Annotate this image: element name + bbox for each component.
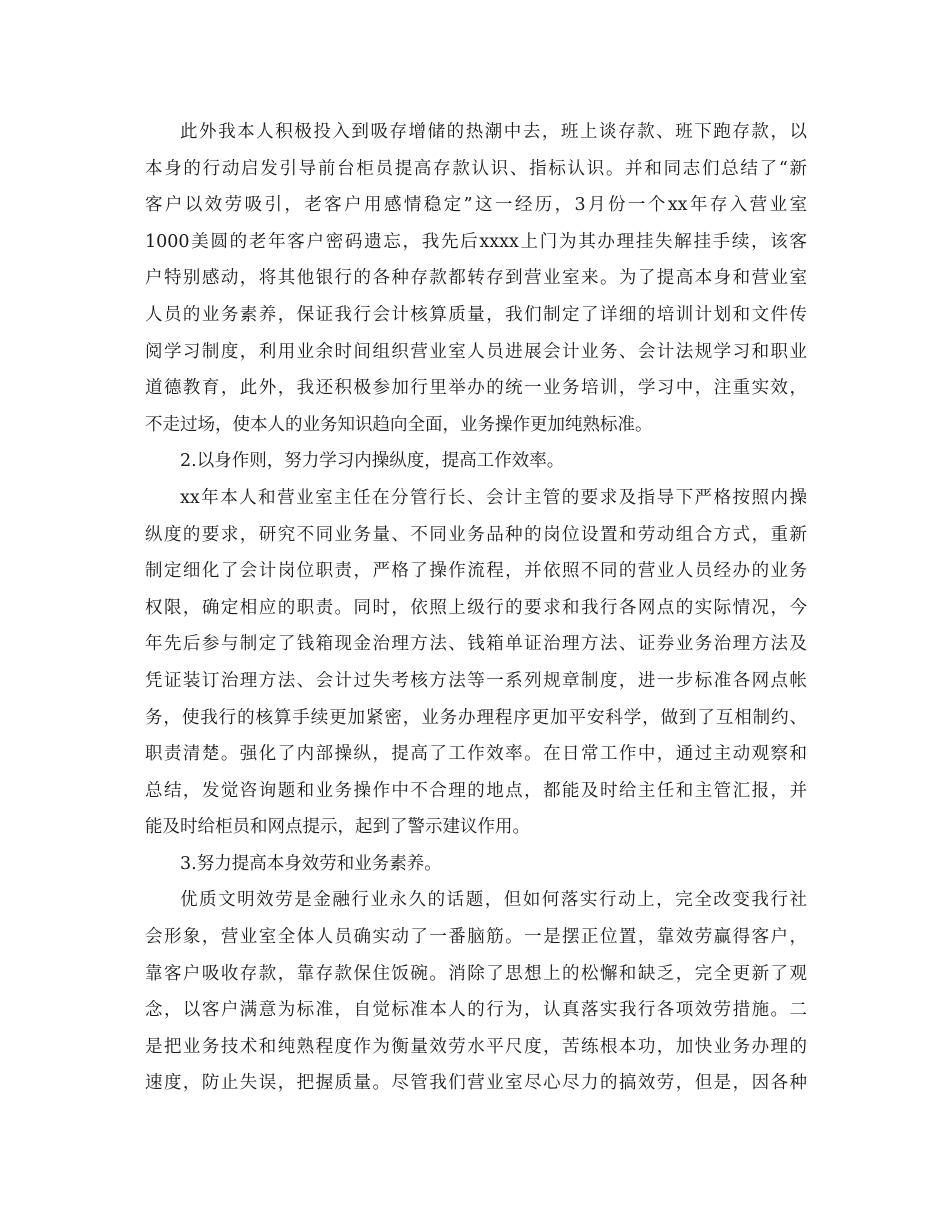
text-line: 人员的业务素养，保证我行会计核算质量，我们制定了详细的培训计划和文件传 (145, 304, 807, 325)
section-heading: 2.以身作则，努力学习内操纵度，提高工作效率。 (180, 451, 565, 472)
text-line: 道德教育，此外，我还积极参加行里举办的统一业务培训，学习中，注重实效， (145, 378, 807, 399)
text-line: 1000美圆的老年客户密码遗忘，我先后xxxx上门为其办理挂失解挂手续，该客 (145, 231, 807, 252)
text-line: 户特别感动，将其他银行的各种存款都转存到营业室来。为了提高本身和营业室 (145, 268, 807, 289)
text-line: 不走过场，使本人的业务知识趋向全面，业务操作更加纯熟标准。 (145, 414, 653, 435)
text-line: 务，使我行的核算手续更加紧密，业务办理程序更加平安科学，做到了互相制约、 (145, 707, 807, 728)
text-line: 念，以客户满意为标准，自觉标准本人的行为，认真落实我行各项效劳措施。二 (145, 1000, 807, 1021)
text-line: 权限，确定相应的职责。同时，依照上级行的要求和我行各网点的实际情况，今 (145, 597, 807, 618)
text-line: 本身的行动启发引导前台柜员提高存款认识、指标认识。并和同志们总结了“新 (145, 158, 807, 179)
text-line: 速度，防止失误，把握质量。尽管我们营业室尽心尽力的搞效劳，但是，因各种 (145, 1073, 807, 1094)
text-line: 客户以效劳吸引，老客户用感情稳定”这一经历，3月份一个xx年存入营业室 (145, 195, 807, 216)
text-line: xx年本人和营业室主任在分管行长、会计主管的要求及指导下严格按照内操 (180, 487, 807, 508)
text-line: 是把业务技术和纯熟程度作为衡量效劳水平尺度，苦练根本功，加快业务办理的 (145, 1036, 807, 1057)
text-line: 凭证装订治理方法、会计过失考核方法等一系列规章制度，进一步标准各网点帐 (145, 670, 807, 691)
document-body (145, 114, 807, 1102)
text-line: 会形象，营业室全体人员确实动了一番脑筋。一是摆正位置，靠效劳赢得客户， (145, 927, 807, 948)
text-line: 制定细化了会计岗位职责，严格了操作流程，并依照不同的营业人员经办的业务 (145, 561, 807, 582)
text-line: 此外我本人积极投入到吸存增储的热潮中去，班上谈存款、班下跑存款，以 (180, 122, 807, 142)
text-line: 总结，发觉咨询题和业务操作中不合理的地点，都能及时给主任和主管汇报，并 (145, 780, 807, 801)
text-line: 能及时给柜员和网点提示，起到了警示建议作用。 (145, 817, 530, 838)
section-heading: 3.努力提高本身效劳和业务素养。 (180, 853, 442, 874)
text-line: 优质文明效劳是金融行业永久的话题，但如何落实行动上，完全改变我行社 (180, 890, 807, 911)
text-line: 年先后参与制定了钱箱现金治理方法、钱箱单证治理方法、证券业务治理方法及 (145, 634, 807, 655)
text-line: 靠客户吸收存款，靠存款保住饭碗。消除了思想上的松懈和缺乏，完全更新了观 (145, 963, 807, 984)
text-line: 阅学习制度，利用业余时间组织营业室人员进展会计业务、会计法规学习和职业 (145, 341, 807, 362)
text-line: 纵度的要求，研究不同业务量、不同业务品种的岗位设置和劳动组合方式，重新 (145, 524, 807, 545)
text-line: 职责清楚。强化了内部操纵，提高了工作效率。在日常工作中，通过主动观察和 (145, 744, 807, 765)
